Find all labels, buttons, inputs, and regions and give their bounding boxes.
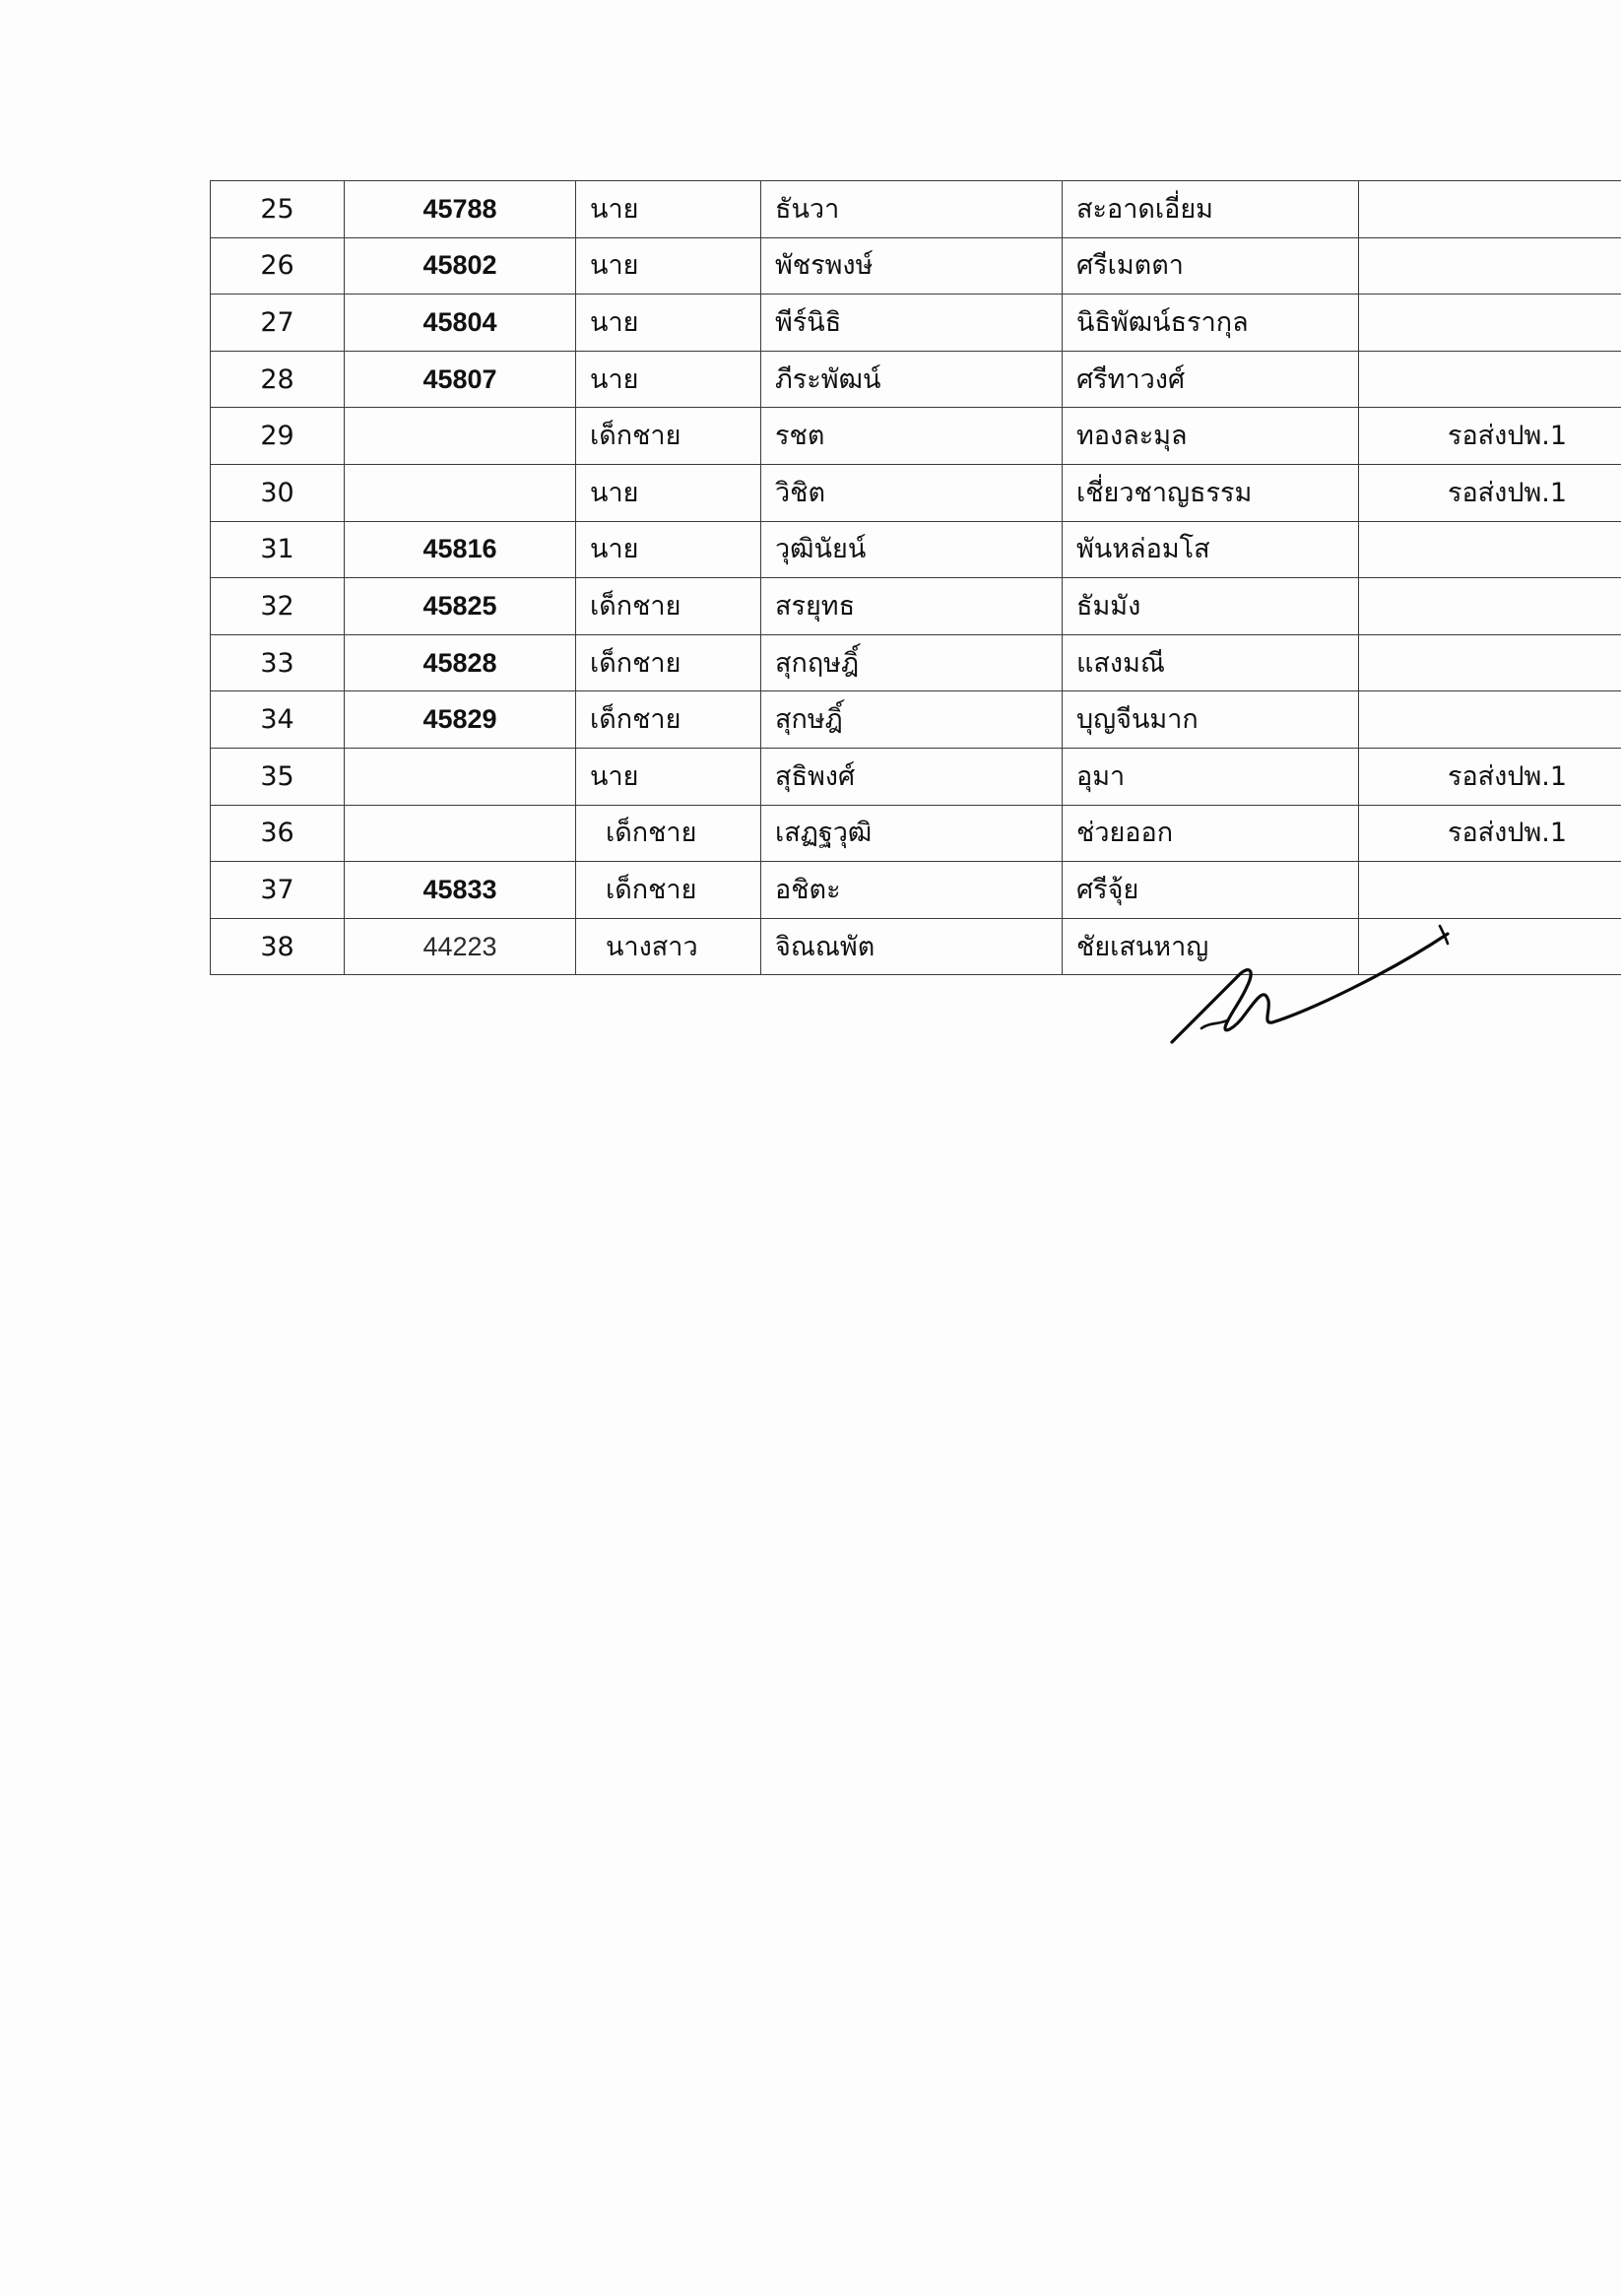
row-number: 31 bbox=[211, 521, 345, 578]
first-name: รชต bbox=[761, 408, 1063, 465]
name-title: นาย bbox=[576, 748, 761, 805]
table-row bbox=[211, 408, 1621, 465]
table-row bbox=[211, 464, 1621, 521]
last-name: ทองละมุล bbox=[1063, 408, 1359, 465]
row-number: 37 bbox=[211, 862, 345, 919]
table-row bbox=[211, 181, 1621, 238]
row-number: 27 bbox=[211, 295, 345, 352]
name-title: นาย bbox=[576, 351, 761, 408]
first-name: จิณณพัต bbox=[761, 918, 1063, 975]
student-id: 45807 bbox=[345, 351, 576, 408]
row-number: 34 bbox=[211, 691, 345, 749]
first-name: พีร์นิธิ bbox=[761, 295, 1063, 352]
first-name: พัชรพงษ์ bbox=[761, 237, 1063, 295]
remark bbox=[1359, 181, 1621, 238]
row-number: 30 bbox=[211, 464, 345, 521]
first-name: วิชิต bbox=[761, 464, 1063, 521]
table-row bbox=[211, 691, 1621, 749]
name-title: เด็กชาย bbox=[576, 408, 761, 465]
remark bbox=[1359, 634, 1621, 691]
row-number: 33 bbox=[211, 634, 345, 691]
first-name: สุกฤษฎิ์ bbox=[761, 634, 1063, 691]
name-title: นาย bbox=[576, 521, 761, 578]
remark bbox=[1359, 351, 1621, 408]
name-title: เด็กชาย bbox=[576, 691, 761, 749]
last-name: ธัมมัง bbox=[1063, 578, 1359, 635]
last-name: สะอาดเอี่ยม bbox=[1063, 181, 1359, 238]
remark bbox=[1359, 521, 1621, 578]
student-id bbox=[345, 748, 576, 805]
row-number: 36 bbox=[211, 805, 345, 862]
first-name: วุฒินัยน์ bbox=[761, 521, 1063, 578]
first-name: ธันวา bbox=[761, 181, 1063, 238]
first-name: สรยุทธ bbox=[761, 578, 1063, 635]
remark: รอส่งปพ.1 bbox=[1359, 748, 1621, 805]
student-id: 45829 bbox=[345, 691, 576, 749]
last-name: พันหล่อมโส bbox=[1063, 521, 1359, 578]
first-name: สุธิพงศ์ bbox=[761, 748, 1063, 805]
last-name: ศรีเมตตา bbox=[1063, 237, 1359, 295]
student-id: 45833 bbox=[345, 862, 576, 919]
table-row bbox=[211, 351, 1621, 408]
name-title: นาย bbox=[576, 464, 761, 521]
remark bbox=[1359, 295, 1621, 352]
remark bbox=[1359, 237, 1621, 295]
student-roster-table bbox=[210, 180, 1621, 975]
last-name: ศรีทาวงศ์ bbox=[1063, 351, 1359, 408]
first-name: เสฏฐวุฒิ bbox=[761, 805, 1063, 862]
student-id: 45825 bbox=[345, 578, 576, 635]
remark bbox=[1359, 578, 1621, 635]
table-row bbox=[211, 295, 1621, 352]
table-row bbox=[211, 578, 1621, 635]
signature-icon bbox=[1162, 904, 1458, 1052]
row-number: 29 bbox=[211, 408, 345, 465]
last-name: ศรีจุ้ย bbox=[1063, 862, 1359, 919]
table-row bbox=[211, 634, 1621, 691]
last-name: ชัยเสนหาญ bbox=[1063, 918, 1359, 975]
name-title: เด็กชาย bbox=[576, 862, 761, 919]
name-title: เด็กชาย bbox=[576, 634, 761, 691]
last-name: ช่วยออก bbox=[1063, 805, 1359, 862]
student-id: 45816 bbox=[345, 521, 576, 578]
student-id: 44223 bbox=[345, 918, 576, 975]
name-title: นาย bbox=[576, 295, 761, 352]
name-title: เด็กชาย bbox=[576, 805, 761, 862]
name-title: นาย bbox=[576, 181, 761, 238]
last-name: บุญจีนมาก bbox=[1063, 691, 1359, 749]
last-name: แสงมณี bbox=[1063, 634, 1359, 691]
student-id: 45828 bbox=[345, 634, 576, 691]
row-number: 38 bbox=[211, 918, 345, 975]
remark: รอส่งปพ.1 bbox=[1359, 805, 1621, 862]
table-row bbox=[211, 521, 1621, 578]
remark bbox=[1359, 691, 1621, 749]
table-row bbox=[211, 805, 1621, 862]
student-id: 45802 bbox=[345, 237, 576, 295]
student-id: 45788 bbox=[345, 181, 576, 238]
student-id bbox=[345, 805, 576, 862]
name-title: เด็กชาย bbox=[576, 578, 761, 635]
remark: รอส่งปพ.1 bbox=[1359, 408, 1621, 465]
first-name: อชิตะ bbox=[761, 862, 1063, 919]
first-name: สุกษฎิ์ bbox=[761, 691, 1063, 749]
last-name: นิธิพัฒน์ธรากุล bbox=[1063, 295, 1359, 352]
table-row bbox=[211, 237, 1621, 295]
row-number: 28 bbox=[211, 351, 345, 408]
first-name: ภีระพัฒน์ bbox=[761, 351, 1063, 408]
name-title: นางสาว bbox=[576, 918, 761, 975]
table-row bbox=[211, 748, 1621, 805]
row-number: 26 bbox=[211, 237, 345, 295]
last-name: เชี่ยวชาญธรรม bbox=[1063, 464, 1359, 521]
student-id bbox=[345, 408, 576, 465]
student-id bbox=[345, 464, 576, 521]
row-number: 35 bbox=[211, 748, 345, 805]
name-title: นาย bbox=[576, 237, 761, 295]
remark: รอส่งปพ.1 bbox=[1359, 464, 1621, 521]
student-id: 45804 bbox=[345, 295, 576, 352]
row-number: 25 bbox=[211, 181, 345, 238]
last-name: อุมา bbox=[1063, 748, 1359, 805]
row-number: 32 bbox=[211, 578, 345, 635]
